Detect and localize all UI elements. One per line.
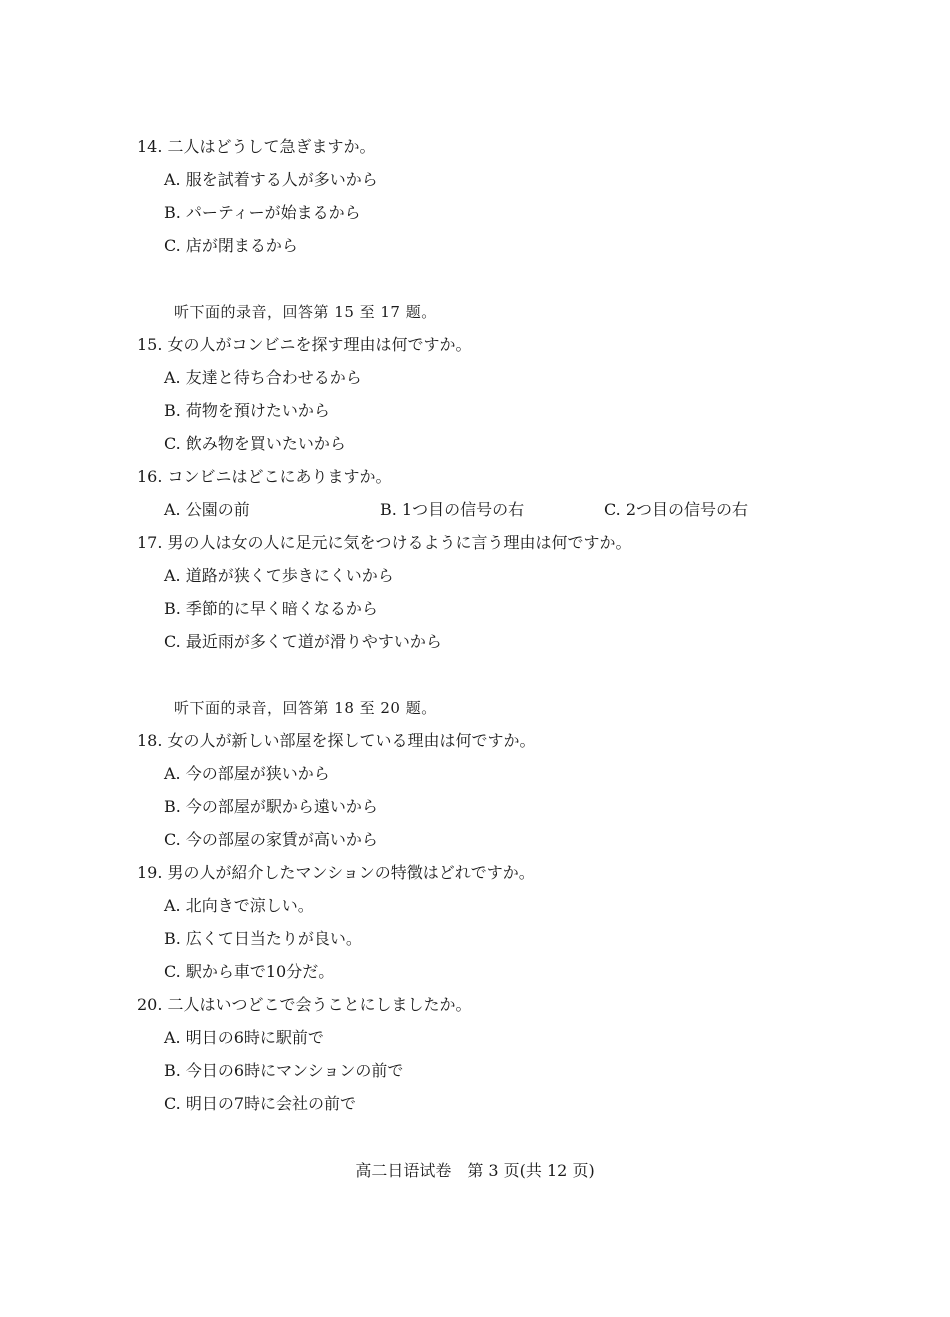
q16-options-row [164, 500, 784, 520]
q20-option-a: A. 明日の6時に駅前で [164, 1028, 324, 1047]
q15-option-a: A. 友達と待ち合わせるから [164, 368, 362, 387]
page-footer: 高二日语试卷 第 3 页(共 12 页) [355, 1161, 595, 1180]
q20-option-b: B. 今日の6時にマンションの前で [164, 1061, 404, 1080]
q17-option-b: B. 季節的に早く暗くなるから [164, 599, 378, 618]
q20-option-c: C. 明日の7時に会社の前で [164, 1094, 357, 1113]
q17-stem: 17. 男の人は女の人に足元に気をつけるように言う理由は何ですか。 [137, 533, 632, 552]
q15-stem: 15. 女の人がコンビニを探す理由は何ですか。 [137, 335, 472, 354]
q15-option-c: C. 飲み物を買いたいから [164, 434, 346, 453]
q18-option-b: B. 今の部屋が駅から遠いから [164, 797, 378, 816]
q18-option-a: A. 今の部屋が狭いから [164, 764, 330, 783]
q14-stem: 14. 二人はどうして急ぎますか。 [137, 137, 376, 156]
q19-option-b: B. 広くて日当たりが良い。 [164, 929, 362, 948]
q16-option-a: A. 公園の前 [164, 500, 250, 519]
q17-option-c: C. 最近雨が多くて道が滑りやすいから [164, 632, 442, 651]
q18-stem: 18. 女の人が新しい部屋を探している理由は何ですか。 [137, 731, 536, 750]
section-note-15-17: 听下面的录音，回答第 15 至 17 题。 [174, 303, 437, 321]
q14-option-b: B. パーティーが始まるから [164, 203, 361, 222]
section-note-18-20: 听下面的录音，回答第 18 至 20 题。 [174, 699, 437, 717]
q14-option-c: C. 店が閉まるから [164, 236, 298, 255]
q14-option-a: A. 服を試着する人が多いから [164, 170, 378, 189]
q16-option-b: B. 1つ目の信号の右 [380, 500, 525, 519]
q19-stem: 19. 男の人が紹介したマンションの特徴はどれですか。 [137, 863, 535, 882]
q15-option-b: B. 荷物を預けたいから [164, 401, 330, 420]
q18-option-c: C. 今の部屋の家賃が高いから [164, 830, 378, 849]
q17-option-a: A. 道路が狭くて歩きにくいから [164, 566, 394, 585]
q16-option-c: C. 2つ目の信号の右 [604, 500, 749, 519]
q19-option-c: C. 駅から車で10分だ。 [164, 962, 335, 981]
q16-stem: 16. コンビニはどこにありますか。 [137, 467, 392, 486]
q20-stem: 20. 二人はいつどこで会うことにしましたか。 [137, 995, 472, 1014]
q19-option-a: A. 北向きで涼しい。 [164, 896, 314, 915]
